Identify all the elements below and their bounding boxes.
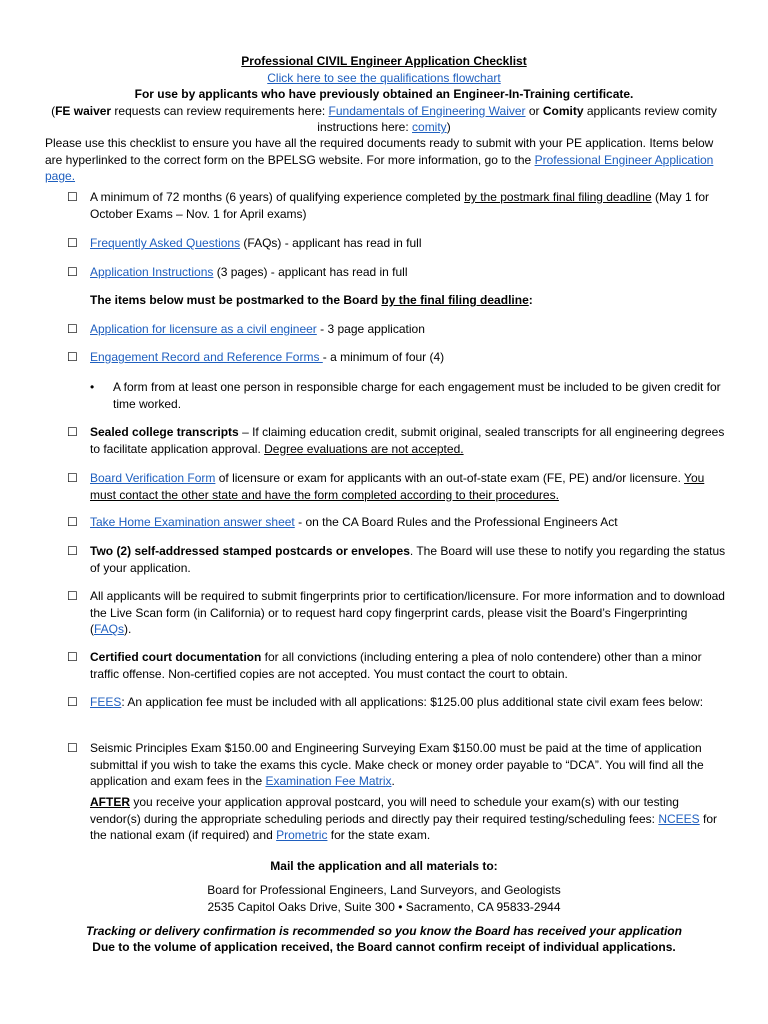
fingerprint-faqs-link[interactable]: FAQs [94, 622, 125, 636]
fe-waiver-link[interactable]: Fundamentals of Engineering Waiver [328, 103, 526, 118]
checklist-item-faq: ☐ Frequently Asked Questions (FAQs) - applicant has read in full [67, 236, 422, 250]
intro-paragraph: Please use this checklist to ensure you have all the required documents ready to submit with your PE application. Items below are hyperlinked to the correct form on the BPELSG website. For more information, go to the Professional Engineer Application page. [45, 136, 714, 183]
exam-fee-matrix-link[interactable]: Examination Fee Matrix [265, 774, 392, 788]
checklist-item-verification: ☐ Board Verification Form of licensure or exam for applicants with an out-of-state exam (FE, PE) and/or licensure. You must contact the other state and have the form completed according to their procedures. [67, 471, 705, 502]
page-subtitle: For use by applicants who have previously obtained an Engineer-In-Training certificate. [134, 87, 634, 101]
pe-application-page-link[interactable]: Professional Engineer Application page. [45, 152, 714, 183]
checkbox-icon[interactable]: ☐ [67, 322, 78, 336]
waiver-line: (FE waiver requests can review requirements here: Fundamentals of Engineering Waiver or Comity applicants review comity instructions here: comity) [51, 103, 717, 134]
checklist-item-fees: ☐ FEES: An application fee must be included with all applications: $125.00 plus additional state civil exam fees below: [67, 695, 704, 709]
checkbox-icon[interactable]: ☐ [67, 515, 78, 529]
checklist-item-postcards: ☐ Two (2) self-addressed stamped postcards or envelopes. The Board will use these to notify you regarding the status of your application. [67, 544, 726, 575]
document-header [40, 53, 728, 136]
checkbox-icon[interactable]: ☐ [67, 650, 78, 664]
volume-note: Due to the volume of application received, the Board cannot confirm receipt of individual applications. [92, 940, 676, 954]
after-paragraph: AFTER you receive your application approval postcard, you will need to schedule your exam(s) with our testing vendor(s) during the appropriate scheduling periods and directly pay their required testing/scheduling fees: NCEES for the national exam (if required) and Prometric for the state exam. [90, 795, 718, 842]
checkbox-icon[interactable]: ☐ [67, 265, 78, 279]
checkbox-icon[interactable]: ☐ [67, 350, 78, 364]
faq-link[interactable]: Frequently Asked Questions [90, 236, 241, 250]
checklist-item-fingerprints: ☐ All applicants will be required to submit fingerprints prior to certification/licensure. For more information and to download the Live Scan form (in California) or to request hard copy fingerprint cards, please visit the Board’s Fingerprinting (FAQs). [67, 589, 725, 636]
checklist-item-take-home: ☐ Take Home Examination answer sheet - on the CA Board Rules and the Professional Engineers Act [67, 515, 618, 529]
mail-heading: Mail the application and all materials to: [270, 859, 498, 873]
comity-link[interactable]: comity [412, 120, 447, 134]
checklist-item-instructions: ☐ Application Instructions (3 pages) - applicant has read in full [67, 265, 408, 279]
checklist-item-experience: ☐ A minimum of 72 months (6 years) of qualifying experience completed by the postmark final filing deadline (May 1 for October Exams – Nov. 1 for April exams) [67, 190, 709, 221]
checklist-item-court: ☐ Certified court documentation for all convictions (including entering a plea of nolo contendere) other than a minor traffic offense. Non-certified copies are not accepted. You must contact the court to obtain. [67, 650, 702, 681]
prometric-link[interactable]: Prometric [276, 828, 328, 842]
checklist-item-engagement: ☐ Engagement Record and Reference Forms - a minimum of four (4) [67, 350, 445, 364]
board-verification-link[interactable]: Board Verification Form [90, 471, 216, 485]
page-title: Professional CIVIL Engineer Application Checklist [241, 54, 527, 68]
checkbox-icon[interactable]: ☐ [67, 236, 78, 250]
ncees-link[interactable]: NCEES [658, 811, 700, 826]
fe-waiver-label: FE waiver [55, 103, 112, 118]
civil-application-link[interactable]: Application for licensure as a civil engineer [90, 322, 317, 336]
checkbox-icon[interactable]: ☐ [67, 695, 78, 709]
checklist-item-transcripts: ☐ Sealed college transcripts – If claiming education credit, submit original, sealed transcripts for all engineering degrees to facilitate application approval. Degree evaluations are not accepted. [67, 425, 725, 456]
board-address: 2535 Capitol Oaks Drive, Suite 300 • Sacramento, CA 95833-2944 [207, 900, 561, 914]
engagement-forms-link[interactable]: Engagement Record and Reference Forms [90, 350, 323, 364]
application-instructions-link[interactable]: Application Instructions [90, 265, 214, 279]
checkbox-icon[interactable]: ☐ [67, 544, 78, 558]
flowchart-link[interactable]: Click here to see the qualifications flowchart [267, 70, 501, 85]
checkbox-icon[interactable]: ☐ [67, 471, 78, 485]
take-home-exam-link[interactable]: Take Home Examination answer sheet [90, 515, 295, 529]
checklist-item-seismic: ☐ Seismic Principles Exam $150.00 and Engineering Surveying Exam $150.00 must be paid at the time of application submittal if you wish to take the exams this cycle. Make check or money order payable to “DCA”. You will find all the application and exam fees in the Examination Fee Matrix. [67, 741, 704, 788]
engagement-bullet: • A form from at least one person in responsible charge for each engagement must be included to be given credit for time worked. [90, 380, 721, 411]
checkbox-icon[interactable]: ☐ [67, 741, 78, 755]
fees-link[interactable]: FEES [90, 695, 122, 709]
checkbox-icon[interactable]: ☐ [67, 589, 78, 603]
bullet-icon: • [90, 380, 95, 394]
tracking-note: Tracking or delivery confirmation is recommended so you know the Board has received your application [86, 924, 682, 938]
checkbox-icon[interactable]: ☐ [67, 425, 78, 439]
checklist-item-application: ☐ Application for licensure as a civil engineer - 3 page application [67, 322, 425, 336]
checkbox-icon[interactable]: ☐ [67, 190, 78, 204]
board-name: Board for Professional Engineers, Land Surveyors, and Geologists [207, 883, 561, 897]
postmark-heading: The items below must be postmarked to the Board by the final filing deadline: [90, 293, 533, 307]
comity-label: Comity [542, 103, 584, 118]
